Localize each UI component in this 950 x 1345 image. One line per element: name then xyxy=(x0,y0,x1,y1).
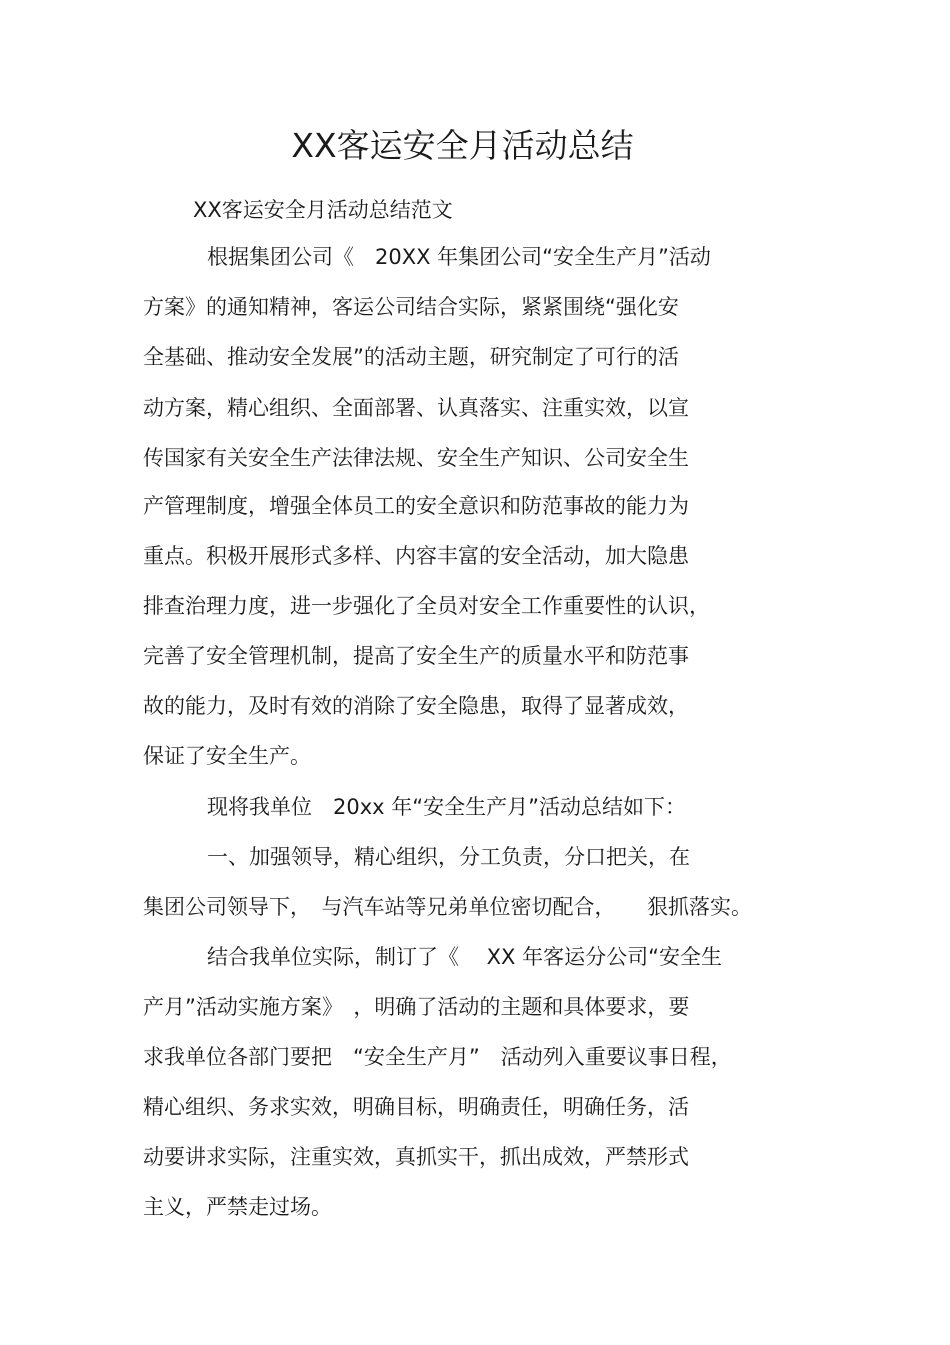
body-line: 产管理制度，增强全体员工的安全意识和防范事故的能力为 xyxy=(143,494,689,518)
body-line: 重点。积极开展形式多样、内容丰富的安全活动，加大隐患 xyxy=(143,544,689,568)
document-title: XX客运安全月活动总结 xyxy=(291,126,634,165)
body-line: 故的能力，及时有效的消除了安全隐患，取得了显著成效， xyxy=(143,694,689,718)
body-line: 动方案，精心组织、全面部署、认真落实、注重实效，以宣 xyxy=(143,396,689,420)
body-line: 求我单位各部门要把 “安全生产月” 活动列入重要议事日程， xyxy=(143,1045,732,1069)
body-line: 完善了安全管理机制，提高了安全生产的质量水平和防范事 xyxy=(143,644,689,668)
body-line: 集团公司领导下， 与汽车站等兄弟单位密切配合， 狠抓落实。 xyxy=(143,895,752,919)
body-line: 方案》的通知精神，客运公司结合实际，紧紧围绕“强化安 xyxy=(143,295,679,319)
body-line: 产月”活动实施方案》 ，明确了活动的主题和具体要求，要 xyxy=(143,995,690,1019)
body-line: 排查治理力度，进一步强化了全员对安全工作重要性的认识， xyxy=(143,594,710,618)
body-line: 现将我单位 20xx 年“安全生产月”活动总结如下： xyxy=(207,795,687,819)
body-line: 全基础、推动安全发展”的活动主题，研究制定了可行的活 xyxy=(143,345,679,369)
document-subtitle: XX客运安全月活动总结范文 xyxy=(193,198,453,222)
body-line: 根据集团公司《 20XX 年集团公司“安全生产月”活动 xyxy=(207,245,711,269)
body-line: 动要讲求实际，注重实效，真抓实干，抓出成效，严禁形式 xyxy=(143,1145,689,1169)
body-line: 结合我单位实际，制订了《 XX 年客运分公司“安全生 xyxy=(207,945,723,969)
body-line: 主义，严禁走过场。 xyxy=(143,1195,332,1219)
body-line: 保证了安全生产。 xyxy=(143,744,311,768)
body-line: 精心组织、务求实效，明确目标，明确责任，明确任务，活 xyxy=(143,1095,689,1119)
body-line: 一、加强领导，精心组织，分工负责，分口把关，在 xyxy=(207,845,690,869)
body-line: 传国家有关安全生产法律法规、安全生产知识、公司安全生 xyxy=(143,446,689,470)
